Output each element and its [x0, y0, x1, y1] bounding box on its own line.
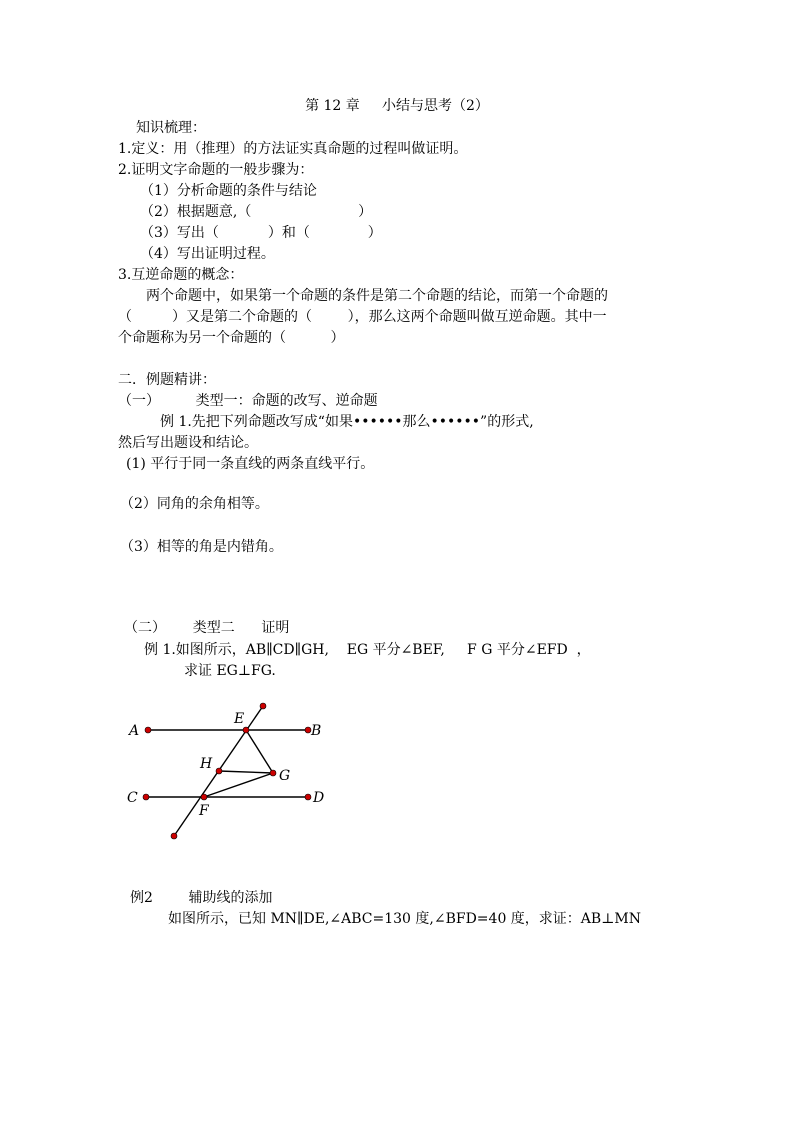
question-1: (1) 平行于同一条直线的两条直线平行。	[126, 456, 375, 472]
proof-step-3: （3）写出（ ）和（ ）	[140, 225, 382, 241]
label-c: C	[127, 790, 138, 806]
label-e: E	[234, 711, 245, 727]
type2-label: （二） 类型二 证明	[124, 620, 290, 636]
type1-label: （一） 类型一：命题的改写、逆命题	[118, 393, 378, 409]
proof-step-2: （2）根据题意,（ ）	[140, 204, 373, 220]
point-h	[216, 768, 222, 774]
converse-heading: 3.互逆命题的概念：	[118, 267, 244, 283]
example2-line-1: 例 1.如图所示，AB∥CD∥GH, EG 平分∠BEF, F G 平分∠EFD ，	[144, 642, 591, 658]
proof-step-1: （1）分析命题的条件与结论	[140, 183, 317, 199]
question-3: （3）相等的角是内错角。	[120, 539, 283, 555]
converse-paragraph-line-2: （ ）又是第二个命题的（ ），那么这两个命题叫做互逆命题。其中一	[118, 309, 607, 325]
converse-paragraph-line-1: 两个命题中，如果第一个命题的条件是第二个命题的结论，而第一个命题的	[146, 288, 608, 304]
label-h: H	[200, 756, 213, 772]
section-heading-knowledge: 知识梳理：	[136, 120, 206, 136]
proof-steps-heading: 2.证明文字命题的一般步骤为：	[118, 162, 314, 178]
point-bottom	[171, 833, 177, 839]
section-heading-examples: 二．例题精讲：	[118, 372, 216, 388]
point-top	[260, 703, 266, 709]
point-g	[270, 770, 276, 776]
point-d	[305, 794, 311, 800]
label-d: D	[313, 790, 325, 806]
page-title: 第 12 章 小结与思考（2）	[305, 98, 489, 114]
example1-line-1: 例 1.先把下列命题改写成“如果••••••那么••••••”的形式,	[160, 414, 534, 430]
example3-line: 如图所示，已知 MN∥DE,∠ABC=130 度,∠BFD=40 度，求证：AB⊥MN	[168, 911, 641, 927]
segment-hg	[219, 771, 273, 773]
label-b: B	[311, 723, 322, 739]
proof-step-4: （4）写出证明过程。	[140, 246, 275, 262]
point-e	[243, 727, 249, 733]
label-a: A	[129, 723, 140, 739]
example2-line-2: 求证 EG⊥FG.	[184, 663, 276, 679]
definition-line: 1.定义：用（推理）的方法证实真命题的过程叫做证明。	[118, 141, 468, 157]
question-2: （2）同角的余角相等。	[120, 496, 269, 512]
label-g: G	[279, 768, 291, 784]
point-f	[201, 794, 207, 800]
example3-label: 例2 辅助线的添加	[130, 890, 273, 906]
point-a	[145, 727, 151, 733]
point-c	[143, 794, 149, 800]
example1-line-2: 然后写出题设和结论。	[118, 435, 258, 451]
segment-eg	[246, 730, 273, 773]
geometry-figure	[118, 695, 348, 845]
converse-paragraph-line-3: 个命题称为另一个命题的（ ）	[118, 330, 345, 346]
label-f: F	[199, 803, 209, 819]
